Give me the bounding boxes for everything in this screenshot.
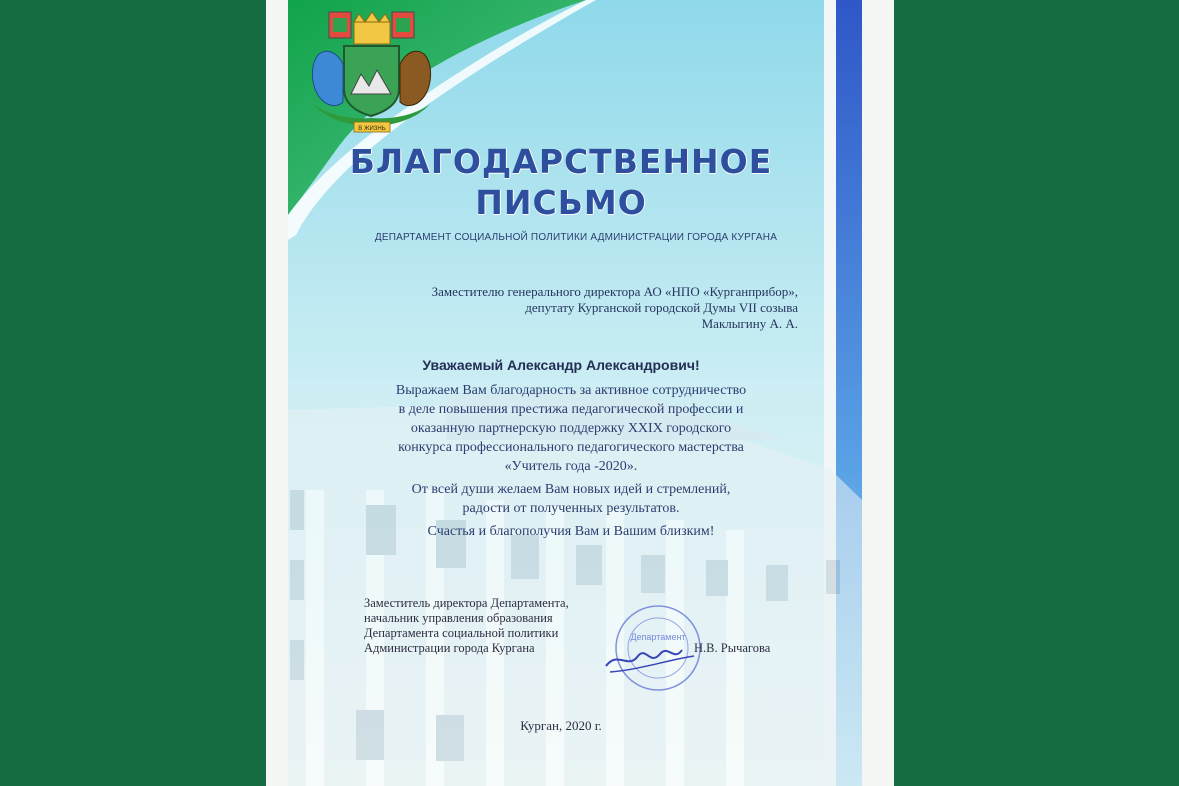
addressee-block — [432, 284, 798, 332]
addressee-line: Заместителю генерального директора АО «НПО «Курганприбор», — [431, 284, 798, 299]
certificate-title-line1: БЛАГОДАРСТВЕННОЕ — [349, 142, 773, 181]
signer-block — [364, 596, 569, 656]
body-line: От всей души желаем Вам новых идей и стремлений, — [411, 482, 731, 497]
body-paragraph-gratitude — [326, 381, 816, 476]
department-name: ДЕПАРТАМЕНТ СОЦИАЛЬНОЙ ПОЛИТИКИ АДМИНИСТРАЦИИ ГОРОДА КУРГАНА — [374, 232, 778, 243]
certificate-document — [266, 0, 894, 786]
body-paragraph-wishes — [326, 480, 816, 518]
official-seal-stamp — [598, 600, 708, 700]
seal-text: Департамент — [630, 632, 686, 642]
signer-name: Н.В. Рычагова — [694, 641, 771, 655]
body-paragraph-closing — [326, 522, 816, 541]
signer-line: начальник управления образования — [364, 611, 553, 625]
signer-line: Администрации города Кургана — [364, 641, 535, 655]
place-and-year: Курган, 2020 г. — [520, 718, 602, 733]
body-line: конкурса профессионального педагогического мастерства — [398, 440, 744, 455]
body-line: в деле повышения престижа педагогической профессии и — [398, 402, 744, 417]
signer-line: Департамента социальной политики — [364, 626, 559, 640]
coat-of-arms-logo — [299, 4, 444, 136]
addressee-line: Маклыгину А. А. — [701, 316, 798, 331]
body-line: радости от полученных результатов. — [462, 501, 680, 516]
body-line: Выражаем Вам благодарность за активное сотрудничество — [395, 383, 747, 398]
certificate-title-line2: ПИСЬМО — [475, 183, 647, 222]
signer-line: Заместитель директора Департамента, — [364, 596, 569, 610]
crest-motto: В ЖИЗНЬ — [358, 126, 386, 132]
greeting: Уважаемый Александр Александрович! — [422, 357, 700, 373]
body-line: Счастья и благополучия Вам и Вашим близким! — [427, 524, 715, 539]
body-line: оказанную партнерскую поддержку XXIX городского — [410, 421, 732, 436]
addressee-line: депутату Курганской городской Думы VII созыва — [525, 300, 798, 315]
body-line: «Учитель года -2020». — [504, 459, 638, 474]
